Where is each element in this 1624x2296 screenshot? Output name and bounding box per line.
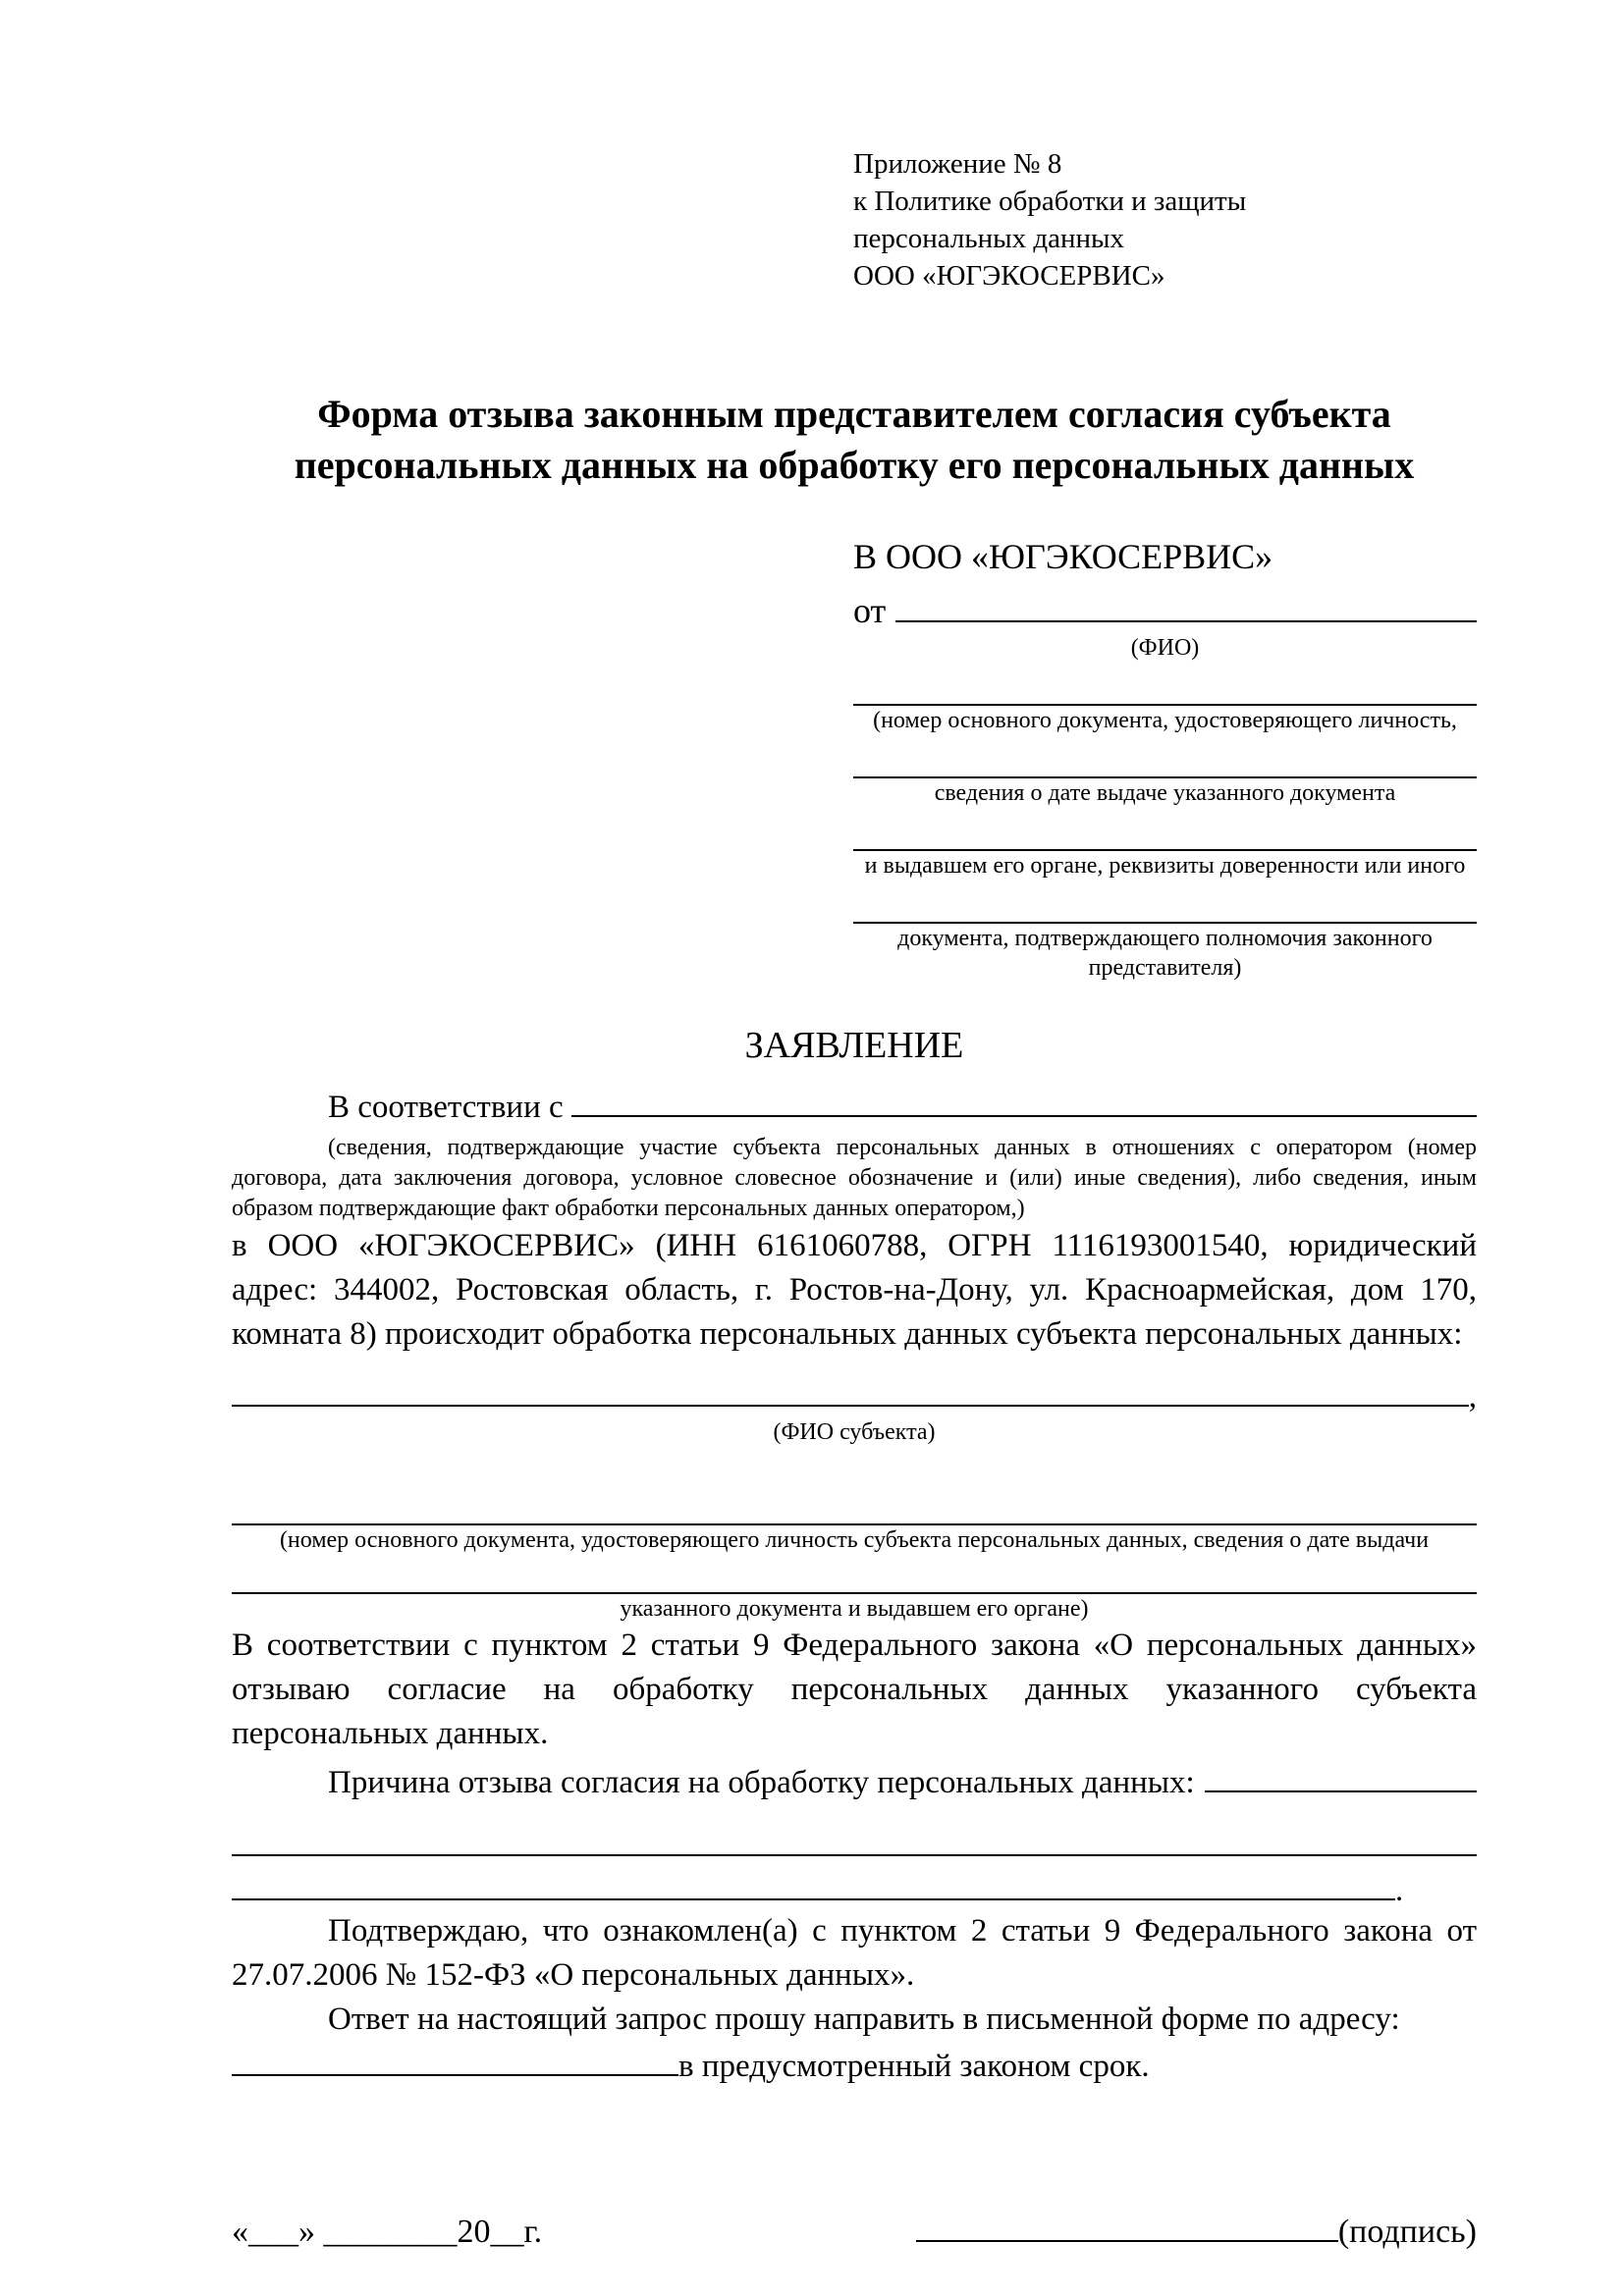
- subject-doc-caption-2: указанного документа и выдавшем его органе): [620, 1596, 1089, 1622]
- reply-suffix: в предусмотренный законом срок.: [678, 2049, 1150, 2084]
- reason-row: [232, 1758, 1477, 1805]
- from-row: [853, 585, 1477, 633]
- basis-label: В соответствии с: [328, 1090, 564, 1125]
- attorney-doc-caption: документа, подтверждающего полномочия законного представителя): [897, 926, 1433, 981]
- reason-label: Причина отзыва согласия на обработку персональных данных:: [328, 1765, 1195, 1800]
- subject-fio-caption: (ФИО субъекта): [773, 1419, 936, 1445]
- signature-blank-field[interactable]: [916, 2207, 1338, 2242]
- doc-issue-date-caption: сведения о дате выдаче указанного документа: [934, 780, 1396, 806]
- subject-line-suffix: ,: [1468, 1379, 1477, 1415]
- subject-doc-caption-1: (номер основного документа, удостоверяющего личность субъекта персональных данных, сведения о дате выдачи: [279, 1527, 1430, 1553]
- subject-fio-blank-field[interactable]: [232, 1372, 1469, 1407]
- subject-doc-number-blank-field[interactable]: [232, 1486, 1477, 1525]
- issuing-authority-caption: и выдавшем его органе, реквизиты доверенности или иного: [864, 853, 1466, 879]
- reply-paragraph: Ответ на настоящий запрос прошу направить в письменной форме по адресу:: [328, 2002, 1400, 2037]
- footer-row: [232, 2207, 1477, 2251]
- signature-group: [916, 2207, 1477, 2251]
- representative-fio-blank-field[interactable]: [895, 585, 1477, 622]
- policy-reference-line-1: к Политике обработки и защиты: [853, 186, 1247, 217]
- date-field[interactable]: «___» ________20__г.: [232, 2214, 543, 2250]
- confirmation-paragraph: Подтверждаю, что ознакомлен(а) с пунктом 2 статьи 9 Федерального закона от 27.07.2006 № 152-ФЗ «О персональных данных».: [232, 1913, 1477, 1993]
- addressee-org-line: В ООО «ЮГЭКОСЕРВИС»: [853, 537, 1273, 576]
- representative-doc-number-blank-field[interactable]: [853, 663, 1477, 706]
- doc-issue-date-blank-field[interactable]: [853, 735, 1477, 778]
- organization-name-line: ООО «ЮГЭКОСЕРВИС»: [853, 260, 1165, 292]
- reason-blank-line-2[interactable]: [232, 1866, 1395, 1900]
- appendix-number-line: Приложение № 8: [853, 148, 1062, 180]
- reason-blank-field[interactable]: [1205, 1758, 1477, 1792]
- from-label: от: [853, 591, 887, 630]
- subject-doc-authority-blank-field[interactable]: [232, 1555, 1477, 1594]
- document-title: Форма отзыва законным представителем согласия субъекта персональных данных на обработку его персональных данных: [294, 392, 1415, 487]
- subject-fio-row: [232, 1372, 1477, 1415]
- appendix-header-block: [853, 145, 1477, 294]
- statement-heading: ЗАЯВЛЕНИЕ: [744, 1025, 964, 1066]
- reason-blank-line-2-row: [232, 1866, 1477, 1909]
- operator-paragraph: в ООО «ЮГЭКОСЕРВИС» (ИНН 6161060788, ОГРН 1116193001540, юридический адрес: 344002, Ростовская область, г. Ростов-на-Дону, ул. Красноармейская, дом 170, комната 8) происходит обработка персональных данных субъекта персональных данных:: [232, 1228, 1477, 1352]
- issuing-authority-blank-field[interactable]: [853, 808, 1477, 851]
- policy-reference-line-2: персональных данных: [853, 223, 1125, 254]
- reply-address-row: [232, 2042, 1477, 2089]
- addressee-block: [853, 534, 1477, 983]
- basis-row: [232, 1083, 1477, 1129]
- doc-number-caption: (номер основного документа, удостоверяющего личность,: [873, 708, 1457, 733]
- reply-address-blank-field[interactable]: [232, 2042, 678, 2076]
- reason-blank-line-1[interactable]: [232, 1805, 1477, 1856]
- fio-caption: (ФИО): [1130, 635, 1200, 661]
- signature-caption: (подпись): [1337, 2214, 1477, 2250]
- attorney-doc-blank-field[interactable]: [853, 881, 1477, 924]
- basis-note: (сведения, подтверждающие участие субъекта персональных данных в отношениях с оператором (номер договора, дата заключения договора, условное словесное обозначение и (или) иные сведения), либо сведения, иным образом подтверждающие факт обработки персональных данных оператором,): [232, 1135, 1477, 1221]
- withdrawal-paragraph: В соответствии с пунктом 2 статьи 9 Федерального закона «О персональных данных» отзываю согласие на обработку персональных данных указанного субъекта персональных данных.: [232, 1628, 1477, 1751]
- reason-line-suffix: .: [1395, 1873, 1404, 1908]
- basis-blank-field[interactable]: [571, 1083, 1477, 1117]
